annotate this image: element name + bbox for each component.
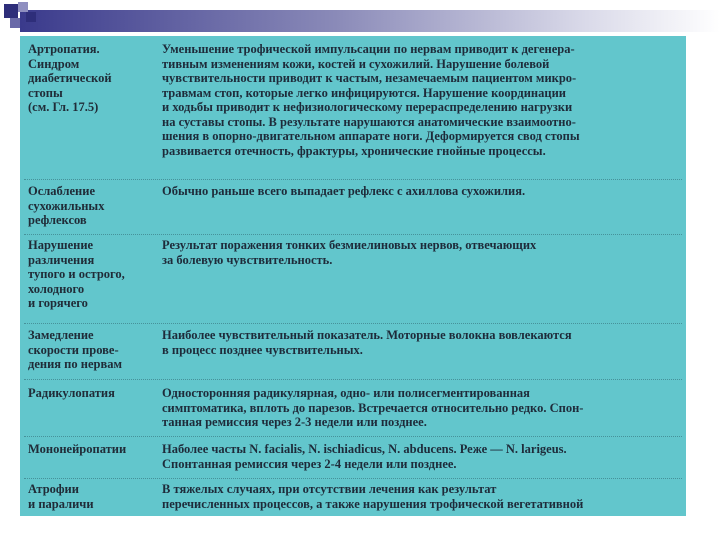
- row-term: Ослабление сухожильных рефлексов: [28, 184, 105, 227]
- table-row: [20, 442, 686, 476]
- row-description: Обычно раньше всего выпадает рефлекс с ахиллова сухожилия.: [162, 184, 526, 198]
- row-term: Замедление скорости прове- дения по нервам: [28, 328, 122, 371]
- row-divider: [24, 323, 682, 324]
- row-term: Атрофии и параличи: [28, 482, 94, 511]
- table-row: [20, 328, 686, 376]
- row-description: Результат поражения тонких безмиелиновых нервов, отвечающих за болевую чувствительность.: [162, 238, 537, 267]
- row-term: Радикулопатия: [28, 386, 115, 400]
- decor-square-mid: [10, 18, 20, 28]
- row-description: Уменьшение трофической импульсации по нервам приводит к дегенера- тивным изменениям кожи, костей и сухожилий. Нарушение болевой чувствительности приводит к частым, незамечаемым пациентом микро- травмам стоп, которые легко инфицируются. Нарушение координации и ходьбы приводит к нефизиологическому перераспределению нагрузки на суставы стопы. В результате нарушаются анатомические взаимоотно- шения в опорно-двигательном аппарате ноги. Деформируется свод стопы развивается отечность, фрактуры, хронические гнойные процессы.: [162, 42, 580, 158]
- decor-square-light: [18, 2, 28, 12]
- table-row: [20, 184, 686, 232]
- table-row: [20, 238, 686, 320]
- row-description: Односторонняя радикулярная, одно- или полисегментированная симптоматика, вплоть до парезов. Встречается относительно редко. Спон- танная ремиссия через 2-3 недели или позднее.: [162, 386, 584, 429]
- table-row: [20, 42, 686, 190]
- row-divider: [24, 478, 682, 479]
- row-description: В тяжелых случаях, при отсутствии лечения как результат перечисленных процессов, а также нарушения трофической вегетативной: [162, 482, 584, 511]
- decor-square-dark: [4, 4, 18, 18]
- row-term: Нарушение различения тупого и острого, холодного и горячего: [28, 238, 125, 310]
- row-term: Мононейропатии: [28, 442, 127, 456]
- scanned-table: [20, 36, 686, 516]
- row-description: Наиболее чувствительный показатель. Моторные волокна вовлекаются в процесс позднее чувствительных.: [162, 328, 572, 357]
- row-term: Артропатия. Синдром диабетической стопы (см. Гл. 17.5): [28, 42, 112, 114]
- row-divider: [24, 379, 682, 380]
- row-description: Наболее часты N. facialis, N. ischiadicus, N. abducens. Реже — N. larigeus. Спонтанная ремиссия через 2-4 недели или позднее.: [162, 442, 567, 471]
- row-divider: [24, 436, 682, 437]
- decor-square-small: [26, 12, 36, 22]
- row-divider: [24, 234, 682, 235]
- slide-header-bar: [20, 10, 720, 32]
- row-divider: [24, 179, 682, 180]
- table-row: [20, 386, 686, 434]
- table-row: [20, 482, 686, 516]
